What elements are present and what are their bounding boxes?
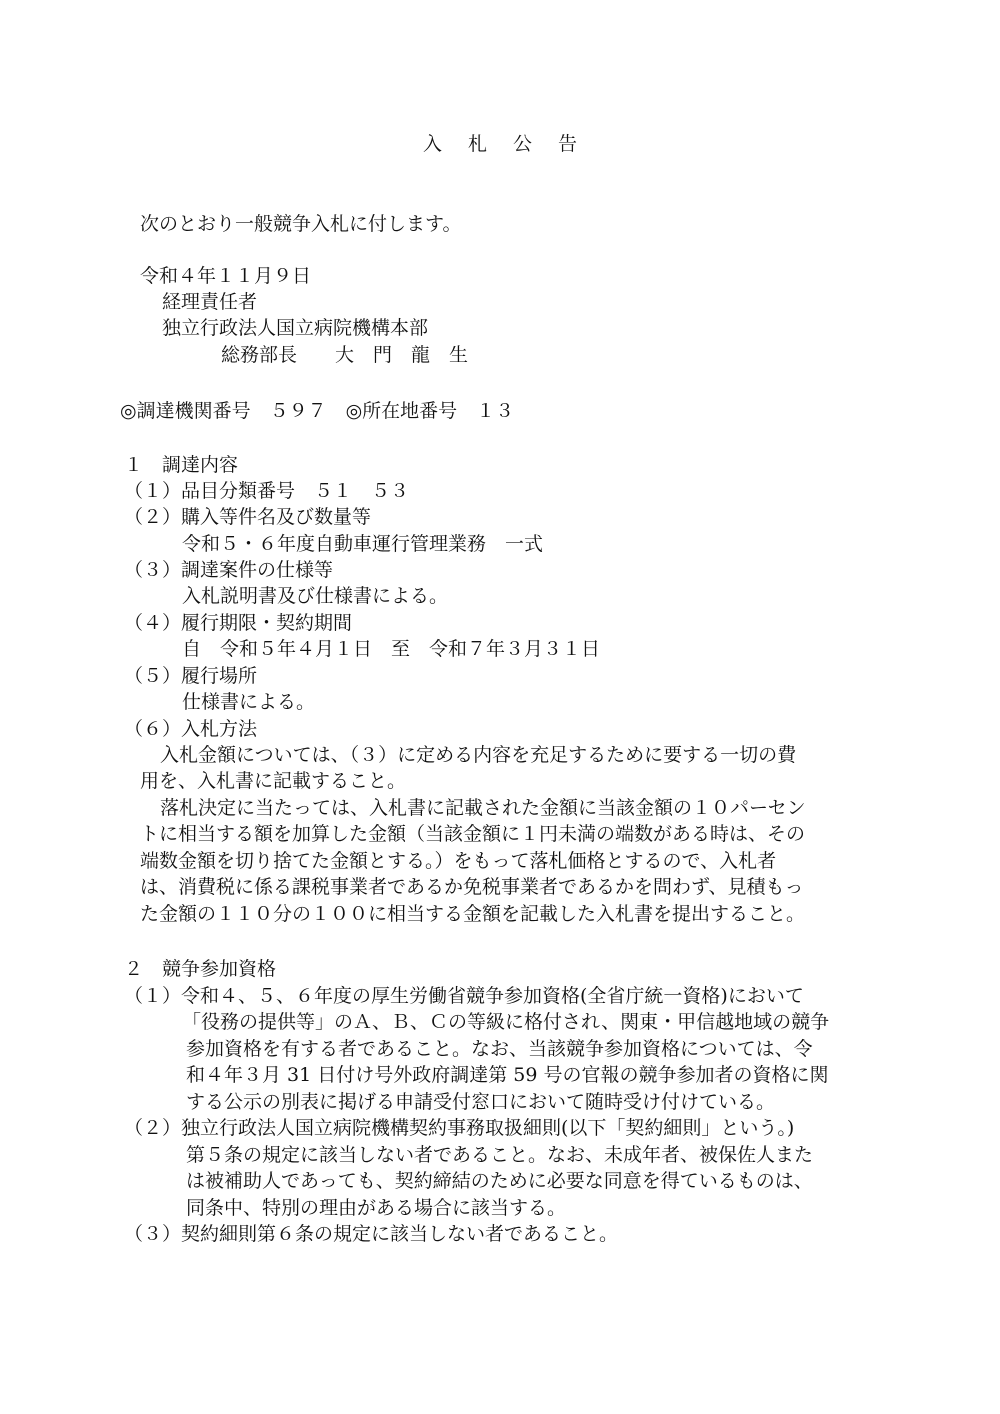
signer-organization: 独立行政法人国立病院機構本部 xyxy=(162,317,429,339)
bid-method-line: 用を、入札書に記載すること。 xyxy=(140,770,407,792)
section1-item2-text: 令和５・６年度自動車運行管理業務 一式 xyxy=(182,533,544,555)
section2-heading: ２ 競争参加資格 xyxy=(124,958,277,980)
section1-item4-text: 自 令和５年４月１日 至 令和７年３月３１日 xyxy=(182,638,601,660)
section1-item5: （５）履行場所 xyxy=(124,665,258,687)
qualification-item2-line: 同条中、特別の理由がある場合に該当する。 xyxy=(186,1197,567,1219)
procurement-codes: ◎調達機関番号 ５９７ ◎所在地番号 １３ xyxy=(120,400,515,422)
section1-item3-text: 入札説明書及び仕様書による。 xyxy=(182,585,449,607)
section1-item3: （３）調達案件の仕様等 xyxy=(124,559,334,581)
qualification-item1-line: する公示の別表に掲げる申請受付窓口において随時受け付けている。 xyxy=(186,1091,776,1113)
bid-method-line: 落札決定に当たっては、入札書に記載された金額に当該金額の１０パーセン xyxy=(160,797,806,819)
intro-text: 次のとおり一般競争入札に付します。 xyxy=(140,213,462,235)
section1-item4: （４）履行期限・契約期間 xyxy=(124,612,353,634)
section1-item6: （６）入札方法 xyxy=(124,718,258,740)
section1-heading: １ 調達内容 xyxy=(124,454,239,476)
qualification-item2-line: （２）独立行政法人国立病院機構契約事務取扱細則(以下「契約細則」という。) xyxy=(124,1117,795,1139)
bid-method-line: は、消費税に係る課税事業者であるか免税事業者であるかを問わず、見積もっ xyxy=(140,876,804,898)
qualification-item2-line: 第５条の規定に該当しない者であること。なお、未成年者、被保佐人また xyxy=(186,1144,814,1166)
section1-item5-text: 仕様書による。 xyxy=(182,691,316,713)
qualification-item1-line: （１）令和４、５、６年度の厚生労働省競争参加資格(全省庁統一資格)において xyxy=(124,985,804,1007)
qualification-item1-line: 「役務の提供等」のＡ、Ｂ、Ｃの等級に格付され、関東・甲信越地域の競争 xyxy=(182,1011,830,1033)
qualification-item1-line: 和４年３月 31 日付け号外政府調達第 59 号の官報の競争参加者の資格に関 xyxy=(186,1064,829,1086)
section1-item1: （１）品目分類番号 ５１ ５３ xyxy=(124,480,410,502)
bid-method-line: 入札金額については、（３）に定める内容を充足するために要する一切の費 xyxy=(160,744,797,766)
bid-method-line: トに相当する額を加算した金額（当該金額に１円未満の端数がある時は、その xyxy=(140,823,806,845)
bid-method-line: た金額の１１０分の１００に相当する金額を記載した入札書を提出すること。 xyxy=(140,903,806,925)
qualification-item3: （３）契約細則第６条の規定に該当しない者であること。 xyxy=(124,1223,619,1245)
document-title: 入札公告 xyxy=(422,133,603,155)
bid-method-line: 端数金額を切り捨てた金額とする。）をもって落札価格とするので、入札者 xyxy=(140,850,777,872)
signer-role: 経理責任者 xyxy=(162,291,258,313)
qualification-item1-line: 参加資格を有する者であること。なお、当該競争参加資格については、令 xyxy=(186,1038,813,1060)
qualification-item2-line: は被補助人であっても、契約締結のために必要な同意を得ているものは、 xyxy=(186,1170,813,1192)
notice-date: 令和４年１１月９日 xyxy=(140,265,312,287)
signer-name: 総務部長 大 門 龍 生 xyxy=(221,344,469,366)
section1-item2: （２）購入等件名及び数量等 xyxy=(124,506,372,528)
